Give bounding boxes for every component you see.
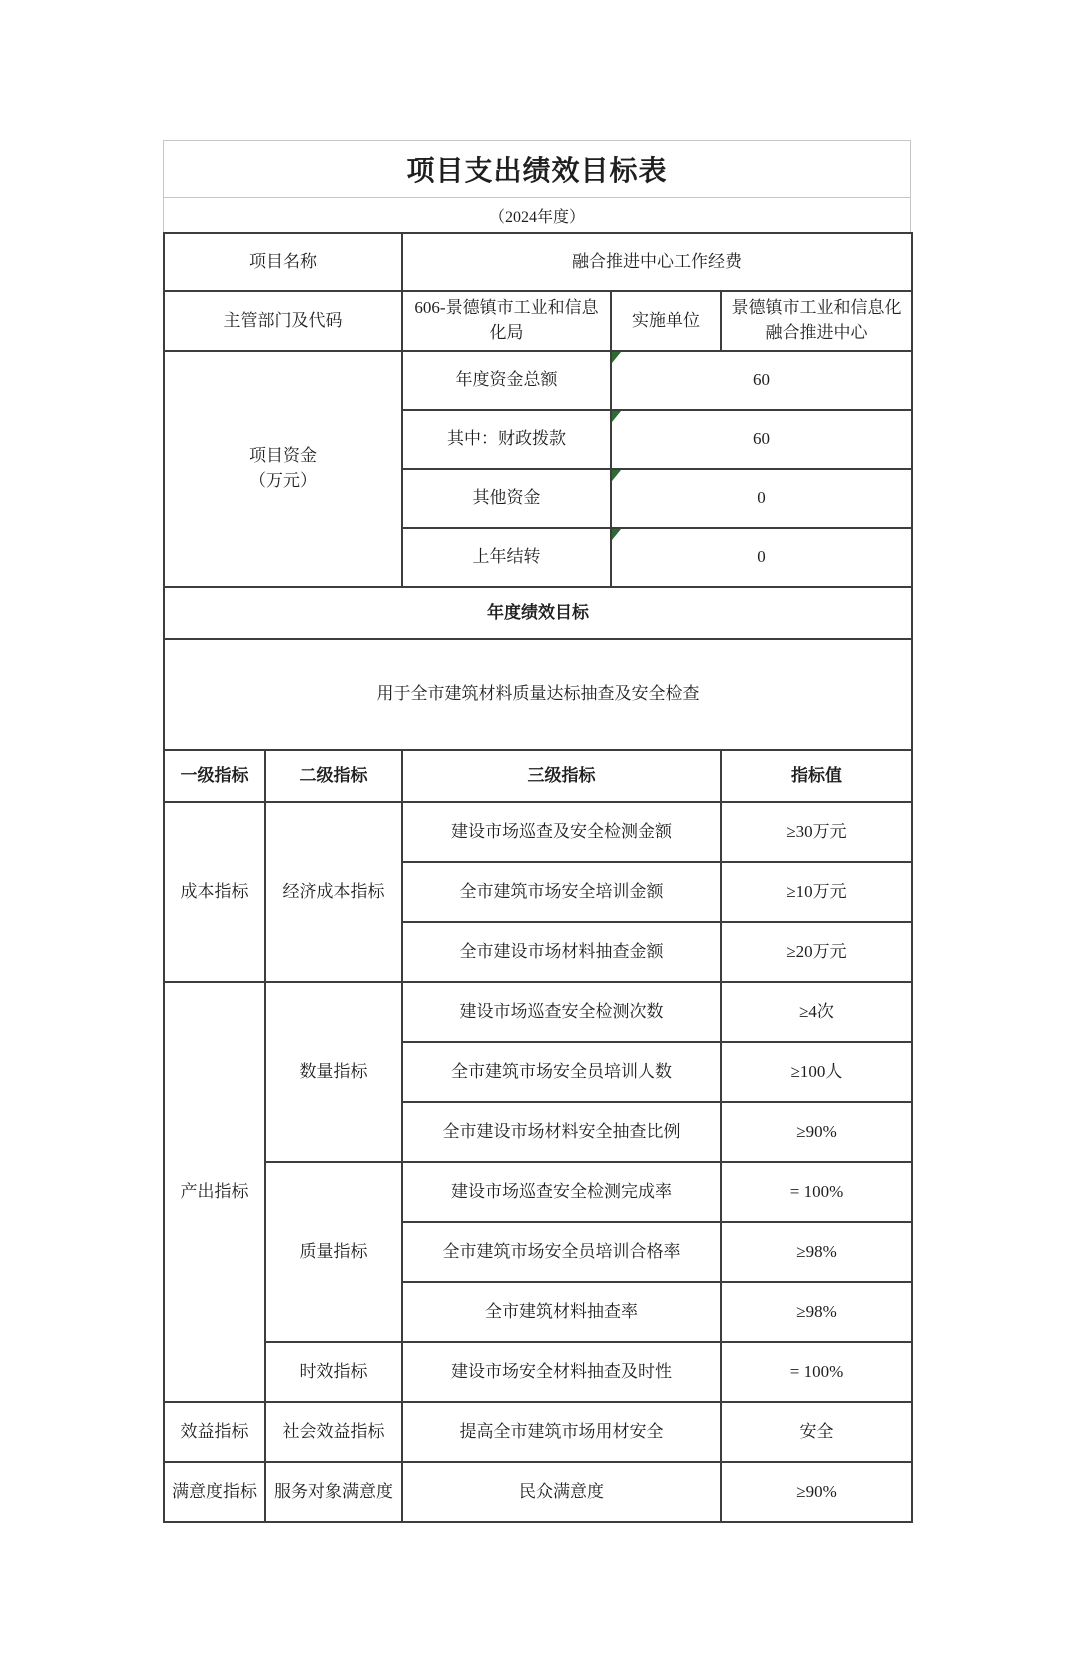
indicator-name-cell: 建设市场巡查安全检测次数 (402, 982, 721, 1042)
fund-label-line2: （万元） (249, 471, 317, 490)
document-title: 项目支出绩效目标表 (164, 141, 910, 198)
fund-other-label: 其他资金 (402, 469, 611, 528)
fund-total-value (611, 351, 912, 410)
implement-unit-value: 景德镇市工业和信息化融合推进中心 (721, 291, 912, 351)
indicator-value-cell: ≥4次 (721, 982, 912, 1042)
level2-cell: 质量指标 (265, 1162, 402, 1342)
indicator-row (164, 982, 912, 1042)
fund-row-total (164, 351, 912, 410)
document-subtitle: （2024年度） (488, 208, 585, 226)
header-level3: 三级指标 (402, 750, 721, 802)
implement-unit-label: 实施单位 (611, 291, 721, 351)
project-name-label: 项目名称 (164, 233, 402, 291)
indicator-value-cell: 安全 (721, 1402, 912, 1462)
department-label: 主管部门及代码 (164, 291, 402, 351)
indicator-value-cell: ≥30万元 (721, 802, 912, 862)
indicator-value-cell: = 100% (721, 1342, 912, 1402)
indicator-name-cell: 建设市场巡查及安全检测金额 (402, 802, 721, 862)
indicator-name-cell: 全市建设市场材料抽查金额 (402, 922, 721, 982)
project-name-value: 融合推进中心工作经费 (402, 233, 912, 291)
indicator-name-cell: 建设市场安全材料抽查及时性 (402, 1342, 721, 1402)
indicator-value-cell: ≥20万元 (721, 922, 912, 982)
indicator-name-cell: 提高全市建筑市场用材安全 (402, 1402, 721, 1462)
indicator-name-cell: 建设市场巡查安全检测完成率 (402, 1162, 721, 1222)
header-value: 指标值 (721, 750, 912, 802)
green-triangle-icon (612, 470, 621, 481)
fund-fiscal-label: 其中：财政拨款 (402, 410, 611, 469)
indicator-value-cell: ≥98% (721, 1222, 912, 1282)
indicator-value-cell: ≥10万元 (721, 862, 912, 922)
fund-fiscal-value-text: 60 (753, 429, 770, 449)
main-table (163, 232, 913, 1523)
fund-section-label (164, 351, 402, 587)
indicator-value-cell: ≥100人 (721, 1042, 912, 1102)
indicator-value-cell: ≥90% (721, 1102, 912, 1162)
indicator-value-cell: ≥90% (721, 1462, 912, 1522)
indicator-row (164, 1402, 912, 1462)
level2-cell: 时效指标 (265, 1342, 402, 1402)
fund-other-value-text: 0 (757, 488, 766, 508)
level2-cell: 经济成本指标 (265, 802, 402, 982)
indicator-row (164, 1342, 912, 1402)
indicator-row (164, 1162, 912, 1222)
fund-other-value (611, 469, 912, 528)
indicator-value-cell: ≥98% (721, 1282, 912, 1342)
level1-cell: 满意度指标 (164, 1462, 265, 1522)
annual-goal-content-row (164, 639, 912, 750)
fund-carryover-value-text: 0 (757, 547, 766, 567)
level1-cell: 产出指标 (164, 982, 265, 1402)
fund-fiscal-value (611, 410, 912, 469)
title-block (163, 140, 911, 232)
level2-cell: 数量指标 (265, 982, 402, 1162)
level1-cell: 效益指标 (164, 1402, 265, 1462)
level1-cell: 成本指标 (164, 802, 265, 982)
indicator-name-cell: 全市建筑市场安全员培训合格率 (402, 1222, 721, 1282)
indicator-name-cell: 民众满意度 (402, 1462, 721, 1522)
green-triangle-icon (612, 411, 621, 422)
indicator-row (164, 802, 912, 862)
annual-goal-content: 用于全市建筑材料质量达标抽查及安全检查 (164, 639, 912, 750)
indicator-name-cell: 全市建筑材料抽查率 (402, 1282, 721, 1342)
performance-target-document (163, 140, 911, 1523)
indicator-header-row (164, 750, 912, 802)
fund-carryover-value (611, 528, 912, 587)
indicator-name-cell: 全市建设市场材料安全抽查比例 (402, 1102, 721, 1162)
department-row (164, 291, 912, 351)
annual-goal-header: 年度绩效目标 (164, 587, 912, 639)
indicator-name-cell: 全市建筑市场安全员培训人数 (402, 1042, 721, 1102)
annual-goal-header-row (164, 587, 912, 639)
project-name-row (164, 233, 912, 291)
fund-label-line1: 项目资金 (249, 446, 317, 466)
green-triangle-icon (612, 352, 621, 363)
fund-total-label: 年度资金总额 (402, 351, 611, 410)
indicator-name-cell: 全市建筑市场安全培训金额 (402, 862, 721, 922)
indicator-value-cell: = 100% (721, 1162, 912, 1222)
indicator-row (164, 1462, 912, 1522)
department-value: 606-景德镇市工业和信息化局 (402, 291, 611, 351)
green-triangle-icon (612, 529, 621, 540)
level2-cell: 服务对象满意度 (265, 1462, 402, 1522)
header-level1: 一级指标 (164, 750, 265, 802)
level2-cell: 社会效益指标 (265, 1402, 402, 1462)
fund-carryover-label: 上年结转 (402, 528, 611, 587)
fund-total-value-text: 60 (753, 370, 770, 390)
header-level2: 二级指标 (265, 750, 402, 802)
